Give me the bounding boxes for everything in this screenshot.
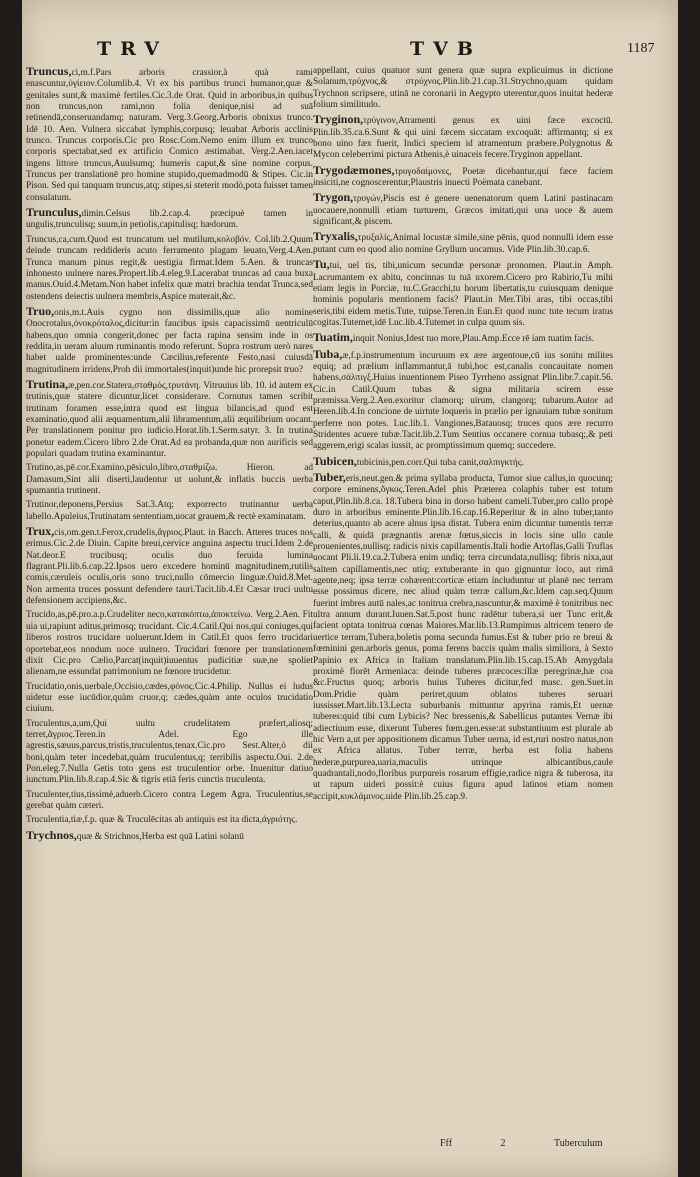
entry-headword: Truo,: [26, 303, 55, 318]
dictionary-entry: [26, 66, 313, 204]
page-edge-right: [678, 0, 700, 1177]
catchword: Tuberculum: [554, 1138, 603, 1149]
entry-headword: Truncus,: [26, 66, 72, 78]
page-number: 1187: [627, 41, 655, 56]
entry-text: Trucido,as,pē.pro.a.p.Crudeliter neco,κατακόπτω,ἀποκτείνω. Verg.2.Aen. Fit uia ui,rapiunt aditus,primosq; trucidant. Cic.4.Catil.Qui nos,qui coniuges,qui liberos rostros trucidare uoluerunt.Idem in Catil.Et quos ferro trucidari oportebat,eos nondum uoce uulnero. Trucidari fœnore per translationem dixit Cic.pro Cælio,Parcat(inquit)iuuentus pudicitiæ suæ,ne spoliet alienam,ne essundat patrimonium ne fœnore trucidetur.: [26, 610, 313, 678]
entry-text: tui, uel tis, tibi,unicum secundæ personæ pronomen. Plaut.in Amph. Lacrumantem ex abitu, concinnas tu tuā uxorem.Cicero pro Rabirio,Tu mihi etiam legis in Porciæ, tu.C.Gracchi,tu horum libertatis,tu cuiusquam denique hominis popularis mentionem facis? Plaut.in Mer.Tibi aras, tibi occas,tibi seris,tibi eidem metis.Tute, tuipse.Teren.in Eun.Et quod nunc tute tecum iratus cogitas.Tutemet,idē Luc.lib.4.Tutemet in culpa quum sis.: [313, 261, 613, 328]
signature-line: [440, 1138, 649, 1149]
entry-headword: Tubicen,: [313, 453, 357, 468]
dictionary-entry: [313, 192, 613, 228]
dictionary-entry: [26, 376, 313, 460]
entry-text: quæ & Strichnos,Herba est quā Latini solanū: [76, 831, 244, 842]
dictionary-entry: [313, 472, 613, 803]
dictionary-entry: [313, 332, 613, 345]
entry-headword: Trux,: [26, 524, 55, 539]
entry-text: ci,m.f.Pars arboris crassior,à quà rami enascuntur,ὑγίειον.Columlib.4. Vt ex his partibus trunci humanor,quæ & genitales sunt,& maximè fertiles.Cic.3.de Orat. Quid in arboribus,in quibus non truncus,non rami,non folia denique,nisi ad suā retinendā,conseruandamq; naturam. Verg.3.Georg.Arboris obnixus trunco. Idē 10. Aen. Vulnera siccabat lymphis,corpusq; leuabat Arboris acclinis trunco. Truncus corporis.Cic pro Rosc.Com.Nemo enim illum ex trunco corporis spectabat,sed ex artificio Comico æstimabat. Verg.2.Aen.iacet ingens littore truncus,Auulsumq; humeris caput,& sine nomine corpus. Truncus per translationē pro homine stupido,quemadmodū & Stipes. Cic.in Pison. Sed qui tanquam truncus,atq; stipes,si steterit modò,pota fuisset tamen consulatum.: [26, 68, 313, 203]
dictionary-entry: [313, 346, 613, 453]
dictionary-entry: [313, 231, 613, 256]
running-head-right: TVB: [410, 38, 482, 60]
dictionary-entry: [26, 719, 313, 787]
entry-headword: Tuba,: [313, 346, 343, 361]
entry-headword: Trunculus,: [26, 205, 82, 220]
entry-text: τρύγινον,Atramenti genus ex uini fæce excoctū. Plin.lib.35.ca.6.Sunt & qui uini fæcem siccatam excoquāt: affirmantq; si ex bono uino fæx fuerit, Indici speciem id atramentum præbere.Polygnotus & Mycon celeberrimi pictura Athenis,è uinaceis fecere.Tryginon appellant.: [313, 116, 613, 161]
entry-text: Trutinor,deponens,Persius Sat.3.Atq; exporrecto trutinantur uerba labello.Apuleius,Trutinatam sententiam,uocat grauem,& rectè examinatam.: [26, 500, 313, 522]
entry-headword: Trychnos,: [26, 827, 77, 842]
entry-text: τρυγοδαίμονες, Poetæ dicebantur,qui fæce faciem insiciti,ne cognoscerentur,Plaustris inuecti Poëmata canebant.: [313, 166, 613, 189]
dictionary-entry: [26, 682, 313, 716]
entry-text: æ,pen.cor.Statera,σταθμὸς,τρυτάνη. Vitruuius lib. 10. id autem ex trutinis,quæ statere dicuntur,licet considerare. Cornutus tamen scribit trutinam foramen esse,intra quod est lingua bilancis,ad quod est examinatio,quod alii æquamentum,alii libramentum,alii æquilibrium uocant. Per translationem ponitur pro iudicio.Horat.lib.1.Serm.satyr. 3. In trutina ponetur eadem.Cicero libro 2.de Orat.Ad ea probanda,quæ non aurificis sed populari quadam trutina examinantur.: [26, 380, 313, 459]
entry-text: Trucidatio,onis,uerbale,Occisio,cædes,φόνος.Cic.4.Philip. Nullus ei ludus uidetur esse iucūdior,quàm cruor,q; cædes,quàm ante oculos trucidatio ciuium.: [26, 681, 313, 715]
dictionary-entry: [26, 827, 313, 843]
entry-headword: Tryxalis,: [313, 229, 358, 244]
page-edge-left: [0, 0, 22, 1177]
dictionary-entry: [26, 500, 313, 523]
dictionary-entry: [26, 303, 313, 376]
entry-headword: Tryginon,: [313, 112, 364, 127]
running-head-left: TRV: [97, 38, 168, 60]
dictionary-page: [22, 0, 678, 1177]
entry-text: cis,om.gen.t.Ferox,crudelis,ἄγριος.Plaut. in Bacch. Atteres truces nos erimus.Cic.2.de Diuin. Capite breui,cervice anguina aspectu truci.Idem 2.de Nat.deor.E trucibusq; oculis duo feruida lumina flagrant.Pli.lib.6.cap.22.Ipsos uero excedere hominū magnitudinem,rutilis comis,cæruleis oculis,oris sono truci,nullo cōmercio linguæ.Ouid.8.Met. Non armenta truces possunt defendere tauri.Tacit.lib.4.Et Cæsar truci uultu defensionem accipiens,&c.: [26, 528, 313, 607]
dictionary-entry: [26, 235, 313, 303]
entry-text: appellant, cuius quatuor sunt genera quæ supra explicuimus in dictione Solanum,τρύχνος,& στρύχνος.Plin.lib.21.cap.31.Strychno,quam quidam Trychnon scripsere, utinā ne coronarii in Aegypto uterentur,quos inuitat hederæ folium similitudo.: [313, 66, 613, 111]
entry-text: Truculenter,tius,tissimè,aduerb.Cicero contra Legem Agra. Truculentius,se gerebat quàm cæteri.: [26, 789, 313, 811]
dictionary-entry: [313, 114, 613, 161]
entry-text: Truculentus,a,um,Qui uultu crudelitatem præfert,aliosq; terret,ἄγριος.Teren.in Adel. Ego ille agrestis,sæuus,parcus,tristis,truculentus,tenax.Cic.pro Sest.Alter,ò dii boni,quàm teter incedebat,quàm truculentus,q; terribilis aspectu.Oui. 2.de Pon.eleg.7.Nulla Getis toto gens est truculentior orbe. Inuenitur datiuo iunctum.Plin.lib.8.cap.4.Sic & tigris etiā feris cunctis truculenta.: [26, 718, 313, 786]
dictionary-entry: [313, 66, 613, 111]
entry-text: onis,m.t.Auis cygno non dissimilis,quæ alio nomine Onocrotalus,ὀνοκρόταλος,dicitur:in faucibus ipsis capacissimū uentriculū habens,quo omnia congerit,donec per facta rapina sensim inde in os reddita,in ueram aluum ruminantis modo referunt. Supra rostrum uerò nares habet ualde prominentes:unde Cæcilius,referente Festo,nasi cuiusdā magnitudinem irridens,Proh dii immortales(inquit)unde hic prorepsit truo?: [26, 307, 313, 375]
dictionary-entry: [26, 207, 313, 232]
entry-text: dimin.Celsus lib.2.cap.4. præcipuè tamen in ungulis,trunculisq; suum,in petiolis,capitulisq; hædorum.: [26, 209, 313, 231]
entry-text: eris,neut.gen.& prima syllaba producta, Tumor siue callus,in quocunq; corpore eminens,ὄγκος.Teren.Adel phis Præterea colaphis tuber est totum caput,Plin.lib.8.ca. 18.Tubera bina in dorso habent cameli.Tuber,pro callo propè duro in arboribus eminente.Plin.lib.16.cap.16.Reperitur & in alno tuber,tanto deterius,quanto ab acere alnus ipsa distat. Tubera enim dicuntur tumentis terræ calli, & quidā prægnantis arenæ fœtus,siccis in locis sine ullo caule prouenientes,nullisq; radicis nixis capillamentis.Itali hodie Artoflas,Galli Truflas uocant Pli.li.19.ca.2.Tubera enim undiq; terra circundata,nullisq; fibris nixa,aut saltem capillamentis,nec utiq; extuberante in quo gignuntur loco, aut rimā agente,neq; ipsa terræ cohærent:corticæ etiam includuntur ut planē nec terram esse possimus dicere, nec aliud quàm terræ callum,&c.Idem cap.seq.Quum fuerint imbres autū nales,ac tonitrua crebra,nascuntur,& maximè è tonitribus nec ultra annum durant.Iuuen.Sat.5.post hunc radētur tubera,si uer Tunc erit,& facient optata tonitrua cœnas Maiores.Mar.lib.13.Rumpimus altricem tenero de uertice terram,Tubera,boletis poma secunda fumus.Est & tuber prio re breui & fœminini gen.arboris genus, poma ferens baccis quàm malis similiora, à Sexto Papinio ex Africa in Italiam translatum.Plin.lib.15.cap.15.Ab Amygdala proximè florēt Armeniaca: deinde tuberes præcoces:illæ peregrinæ,hæ coa &c.Fructus quoq; arboris huius Tuberes dicitur,fed masc. gen.Suet.in Dom.Pridie quàm periret,quum oblatos tuberes seruari iussisset.Mart.lib.13.Lecta suburbanis mittuntur apyrina ramis,Et uernæ tuberes:quid tibi cum Lybicis? Nec bressenis,& Sabellicus putantes Vernæ ibi adiectiuum esse, dixerunt Tuberes fœm.gen.esse:at substantiuum est plurale ab hic Vern a,ut per appositionem dicamus Tuber uerna, id est,ruri nostro natus,non ex Africa allatus. Tuber terræ, herba est folia habens hederæ,purpurea,uaria,maculis utrinque albicantibus,caule quadrantali,nodo,floribus purpureis rosarum effigie,radice nigra & tuberosa, ita ut rapum uideri possit:è cuius figura apud latinos etiam nomen accipit,κυκλάμινος.uide Plin.lib.25.cap.9.: [313, 474, 613, 802]
entry-text: tubicinis,pen.corr.Qui tuba canit,σαλπιγκτής.: [356, 457, 524, 468]
signature-mark: Fff: [440, 1138, 453, 1149]
dictionary-entry: [26, 463, 313, 497]
dictionary-entry: [313, 453, 613, 469]
entry-headword: Tuatim,: [313, 330, 353, 345]
dictionary-entry: [26, 610, 313, 678]
entry-text: æ,f.p.instrumentum incuruum ex ære argentoue,cū ius sonitu milites equiq; ad prælium inflammantur,ā tubi,hoc est,canalis concauitate nomen habens,σάλπιγξ.Huius inuentionem Piseo Tyrrheno assignat Plin.libr.7.capit.56. Cic.in Catil.Quum tubas & signa militaria scirem esse præmissa.Verg.2.Aen.exoritur clamorq; uirum, clangorq; tubarum.Autor ad Heren.lib.4.In concione de uirtute loqueris in prælio per ignauiam tubæ sonitum perferre non potes. Luc.lib.1. Vangiones,Batauosq; truces quos ære recurro Stridentes acuere tubæ.Tacit.lib.2.Tum Sentius occanere cornua tubasq;,& peti aggerem,erigi scalas iussit, ac promptissimum quemq; succedere.: [313, 350, 613, 452]
left-column: [26, 66, 313, 1126]
entry-headword: Trygon,: [313, 190, 354, 205]
right-column: [313, 66, 613, 1126]
entry-headword: Trygodæmones,: [313, 162, 395, 177]
entry-text: Truculentia,tiæ,f.p. quæ & Truculēcitas ab antiquis est ita dicta,ἀγριότης.: [26, 815, 298, 826]
dictionary-entry: [313, 162, 613, 190]
dictionary-entry: [26, 790, 313, 813]
entry-text: inquit Nonius,Idest tuo more,Plau.Amp.Ecce rē iam tuatim facis.: [352, 334, 595, 345]
entry-text: Trutino,as,pē.cor.Examino,pēsiculo,libro,σταθμίζω. Hieron. ad Damasum,Sint alii diserti,laudentur ut uolunt,& inflatis buccis uerba spumantia trutinent.: [26, 463, 313, 497]
entry-headword: Trutina,: [26, 376, 69, 391]
entry-headword: Tu,: [313, 257, 330, 272]
dictionary-entry: [313, 259, 613, 329]
dictionary-entry: [26, 815, 313, 826]
dictionary-entry: [26, 526, 313, 607]
entry-text: τρυξαλίς,Animal locustæ simile,sine pēnis, quod nonnulli idem esse putant cum eo quod alio nomine Gryllum uocamus. Vide Plin.lib.30.cap.6.: [313, 233, 613, 255]
signature-number: 2: [500, 1138, 506, 1149]
entry-text: Truncus,ca,cum.Quod est truncatum uel mutilum,κολοβόν. Col.lib.2.Quum deinde truncam reddideris acuto ferramento plagam leuato,Verg.4.Aen. Trunca manum pinus regit,& uestigia firmat.Idem 5.Aen. & truncas inhonesto uulnere nares.Propert.lib.4.eleg.9.Lacerabat truncas ad caua buxa manus.Ouid.4.Metam.Non habet infelix quæ matri brachia tendat Trunca,sed ostendens deiectis uulnera membris,Aspice materait,&c.: [26, 234, 313, 302]
entry-text: τρυγών,Piscis est è genere uenenatorum quem Latini pastinacam uocauere,nonnulli etiam turturem, Græcos imitati,qui una uoce & auem significant,& piscem.: [313, 194, 613, 228]
entry-headword: Tuber,: [313, 470, 346, 484]
